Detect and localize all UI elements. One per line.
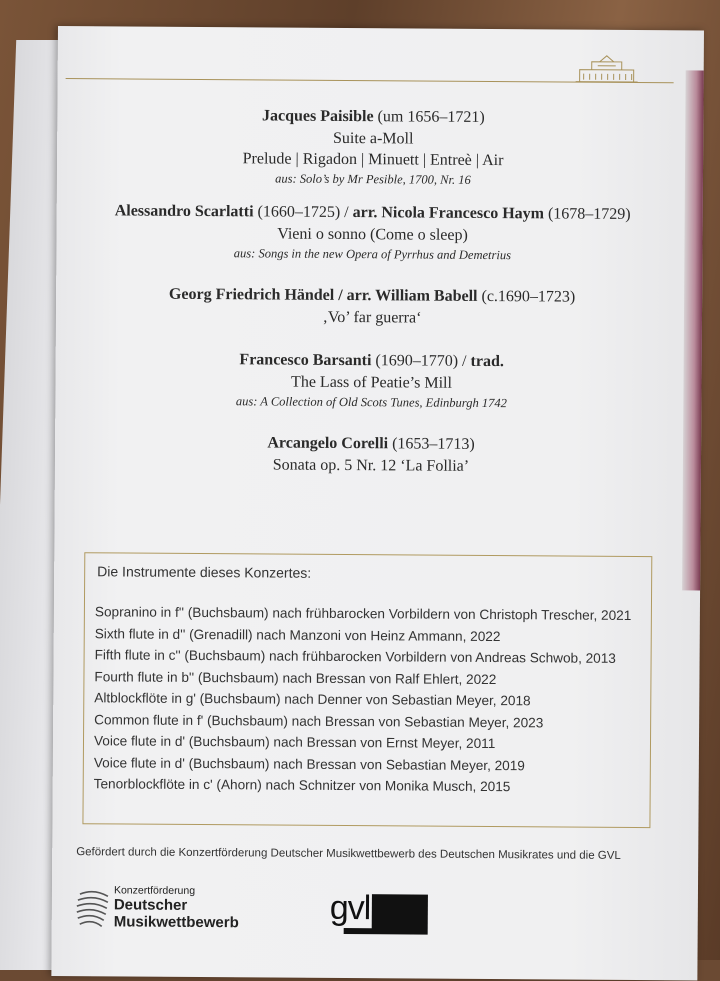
concert-program [91, 104, 654, 492]
instrument-item: Fourth flute in b'' (Buchsbaum) nach Bressan von Ralf Ehlert, 2022 [94, 666, 631, 691]
kf-line2: Musikwettbewerb [114, 913, 239, 931]
piece-source: aus: Solo’s by Mr Pesible, 1700, Nr. 16 [93, 168, 653, 190]
program-item [92, 200, 652, 265]
instrument-item: Common flute in f' (Buchsbaum) nach Bressan von Sebastian Meyer, 2023 [94, 709, 631, 734]
instruments-box [82, 552, 652, 828]
program-item [91, 348, 651, 413]
piece-title: ‚Vo’ far guerra‘ [92, 305, 652, 330]
program-item [92, 283, 652, 330]
instrument-item: Voice flute in d' (Buchsbaum) nach Bressan von Sebastian Meyer, 2019 [94, 752, 631, 777]
kf-line1: Deutscher [114, 896, 239, 914]
instrument-item: Sopranino in f'' (Buchsbaum) nach frühbarocken Vorbildern von Christoph Trescher, 2021 [95, 601, 632, 626]
composer-name: Georg Friedrich Händel / arr. William Babell [169, 286, 478, 305]
composer-dates: (um 1656–1721) [378, 108, 485, 126]
piece-title: Sonata op. 5 Nr. 12 ‘La Follia’ [91, 453, 651, 478]
composer-dates: (c.1690–1723) [481, 288, 575, 306]
arranger-name: arr. Nicola Francesco Haym [353, 204, 544, 222]
piece-title: The Lass of Peatie’s Mill [91, 370, 651, 395]
composer-name: Alessandro Scarlatti [115, 202, 254, 220]
wave-lines-icon [74, 886, 114, 932]
composer-name: Francesco Barsanti [239, 351, 371, 369]
instrument-item: Tenorblockflöte in c' (Ahorn) nach Schnitzer von Monika Musch, 2015 [94, 773, 631, 798]
instruments-heading: Die Instrumente dieses Konzertes: [97, 563, 311, 580]
instrument-item: Sixth flute in d'' (Grenadill) nach Manzoni von Heinz Ammann, 2022 [95, 623, 632, 648]
funding-note: Gefördert durch die Konzertförderung Deutscher Musikwettbewerb des Deutschen Musikrates und die GVL [76, 846, 621, 862]
piece-title: Vieni o sonno (Come o sleep) [92, 222, 652, 247]
program-page [51, 26, 704, 980]
composer-name: Jacques Paisible [262, 107, 374, 125]
movements: Prelude | Rigadon | Minuett | Entreè | Air [93, 147, 653, 172]
instrument-item: Voice flute in d' (Buchsbaum) nach Bressan von Ernst Meyer, 2011 [94, 730, 631, 755]
building-emblem-icon [572, 52, 642, 86]
program-item [93, 104, 654, 190]
piece-source: aus: Songs in the new Opera of Pyrrhus and Demetrius [92, 243, 652, 265]
composer-dates: (1660–1725) / [257, 203, 348, 221]
page-edge [682, 70, 704, 590]
gvl-wordmark: gvl [330, 889, 373, 928]
instruments-list [94, 601, 632, 798]
composer-dates: (1653–1713) [392, 435, 475, 453]
instrument-item: Altblockflöte in g' (Buchsbaum) nach Denner von Sebastian Meyer, 2018 [94, 687, 631, 712]
composer-line [92, 283, 652, 309]
instrument-item: Fifth flute in c'' (Buchsbaum) nach frühbarocken Vorbildern von Andreas Schwob, 2013 [95, 644, 632, 669]
konzertfoerderung-logo [74, 884, 274, 955]
kf-wordmark [114, 884, 239, 931]
program-item [91, 431, 651, 478]
arranger-dates: (1678–1729) [548, 205, 631, 223]
composer-dates: (1690–1770) / [375, 352, 466, 370]
arranger-name: trad. [470, 353, 503, 370]
piece-source: aus: A Collection of Old Scots Tunes, Edinburgh 1742 [91, 391, 651, 413]
composer-name: Arcangelo Corelli [267, 434, 388, 452]
kf-label: Konzertförderung [114, 884, 239, 897]
composer-line [93, 200, 653, 226]
piece-title: Suite a-Moll [93, 126, 653, 151]
